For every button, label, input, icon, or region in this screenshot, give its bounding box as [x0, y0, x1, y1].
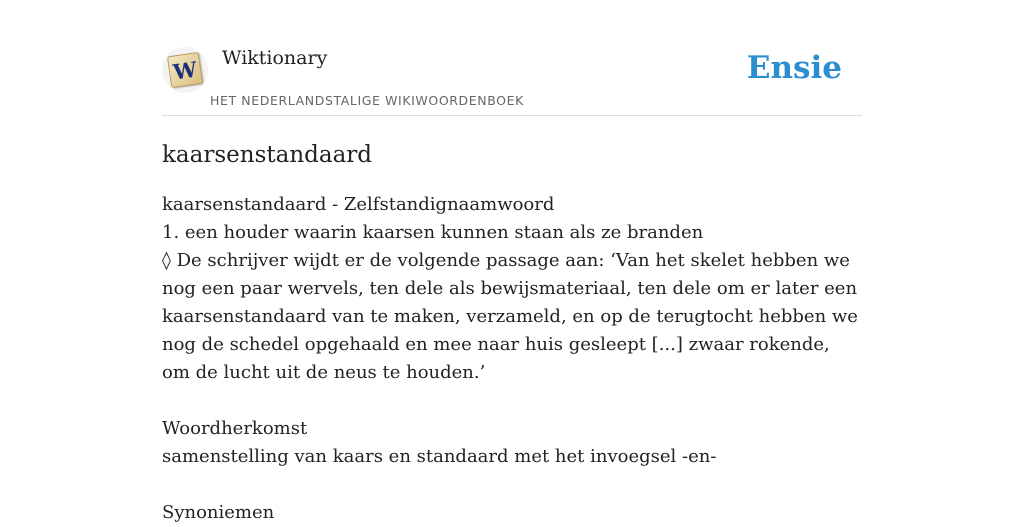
etymology-text: samenstelling van kaars en standaard met het invoegsel -en-	[162, 446, 717, 467]
spacer	[162, 471, 862, 499]
example-quote: ◊ De schrijver wijdt er de volgende passage aan: ‘Van het skelet hebben we nog een paar wervels, ten dele als bewijsmateriaal, ten dele om er later een kaarsenstandaard van te maken, verzameld, en op de terugtocht hebben we nog de schedel opgehaald en mee naar huis gesleept [...] zwaar rokende, om de lucht uit de neus te houden.’	[162, 250, 858, 383]
logo-letter: W	[171, 55, 199, 85]
etymology-heading: Woordherkomst	[162, 418, 308, 439]
logo-tile	[167, 52, 203, 88]
page	[162, 0, 862, 527]
synonyms-heading: Synoniemen	[162, 502, 275, 523]
page-title: kaarsenstandaard	[162, 142, 373, 168]
site-header	[162, 0, 862, 116]
site-tagline: HET NEDERLANDSTALIGE WIKIWOORDENBOEK	[210, 93, 524, 108]
word-type-line: kaarsenstandaard - Zelfstandignaamwoord	[162, 194, 555, 215]
site-name[interactable]: Wiktionary	[222, 47, 328, 69]
definition: 1. een houder waarin kaarsen kunnen staan als ze branden	[162, 222, 704, 243]
ensie-brand-link[interactable]: Ensie	[746, 50, 842, 86]
entry-content	[162, 191, 862, 527]
spacer	[162, 387, 862, 415]
wiktionary-logo-icon[interactable]	[162, 47, 208, 93]
